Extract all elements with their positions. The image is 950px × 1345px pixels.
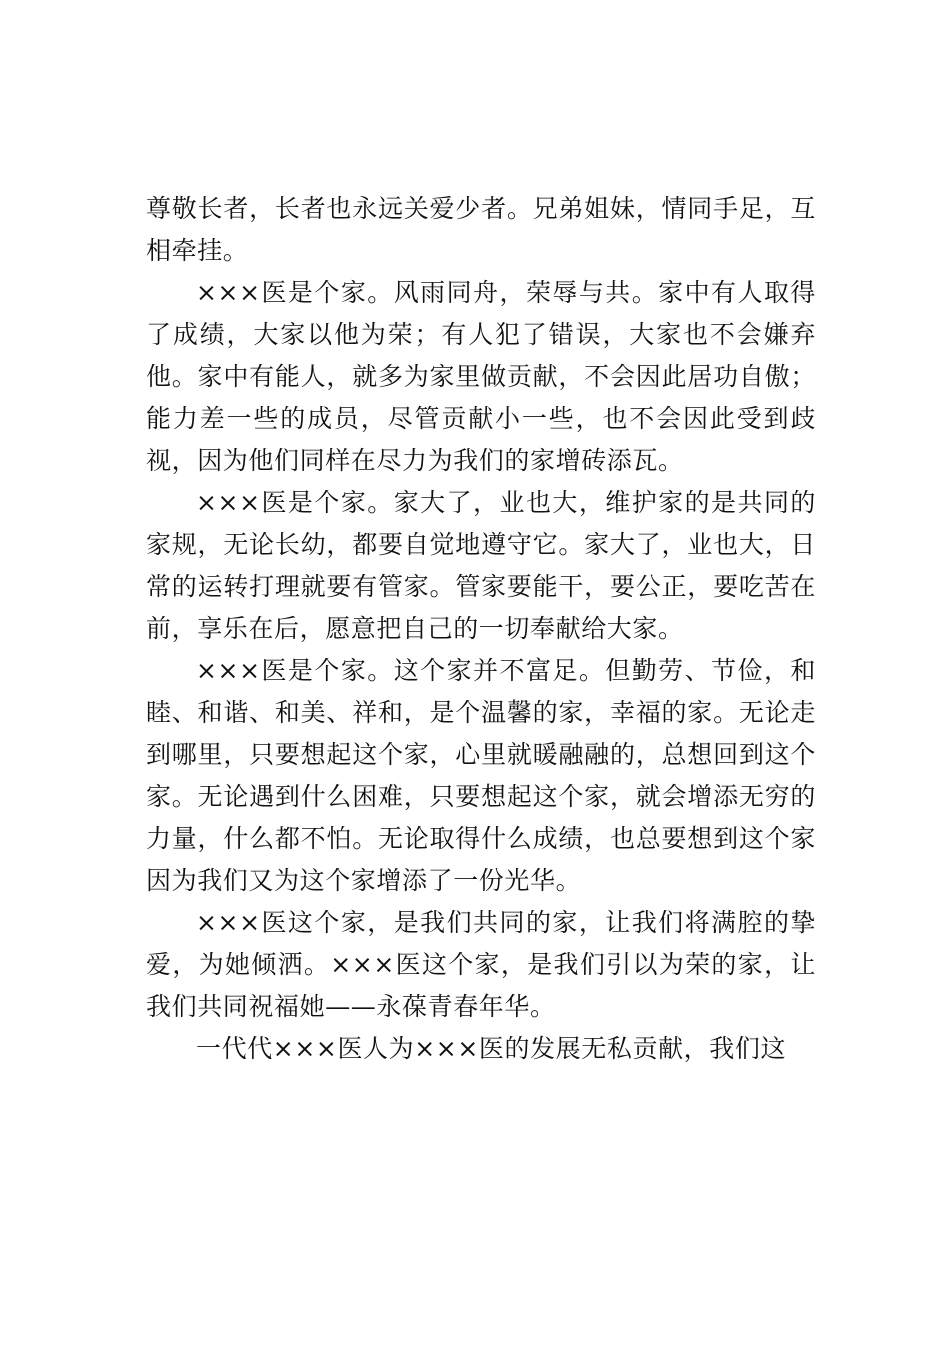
paragraph-generations: 一代代×××医人为×××医的发展无私贡献，我们这	[196, 1034, 787, 1063]
paragraph-blessing: ×××医这个家，是我们共同的家，让我们将满腔的挚爱，为她倾洒。×××医这个家，是我们引以为荣的家，让我们共同祝福她——永葆青春年华。	[146, 908, 816, 1021]
paragraph-family-rules: ×××医是个家。家大了，业也大，维护家的是共同的家规，无论长幼，都要自觉地遵守它。家大了，业也大，日常的运转打理就要有管家。管家要能干，要公正，要吃苦在前，享乐在后，愿意把自己的一切奉献给大家。	[146, 488, 816, 643]
document-body	[146, 188, 816, 1070]
paragraph-continuation: 尊敬长者，长者也永远关爱少者。兄弟姐妹，情同手足，互相牵挂。	[146, 194, 816, 265]
paragraph-family-unity: ×××医是个家。风雨同舟，荣辱与共。家中有人取得了成绩，大家以他为荣；有人犯了错误，大家也不会嫌弃他。家中有能人，就多为家里做贡献，不会因此居功自傲；能力差一些的成员，尽管贡献小一些，也不会因此受到歧视，因为他们同样在尽力为我们的家增砖添瓦。	[146, 278, 816, 475]
paragraph-warm-home: ×××医是个家。这个家并不富足。但勤劳、节俭，和睦、和谐、和美、祥和，是个温馨的家，幸福的家。无论走到哪里，只要想起这个家，心里就暖融融的，总想回到这个家。无论遇到什么困难，只要想起这个家，就会增添无穷的力量，什么都不怕。无论取得什么成绩，也总要想到这个家因为我们又为这个家增添了一份光华。	[146, 656, 816, 895]
